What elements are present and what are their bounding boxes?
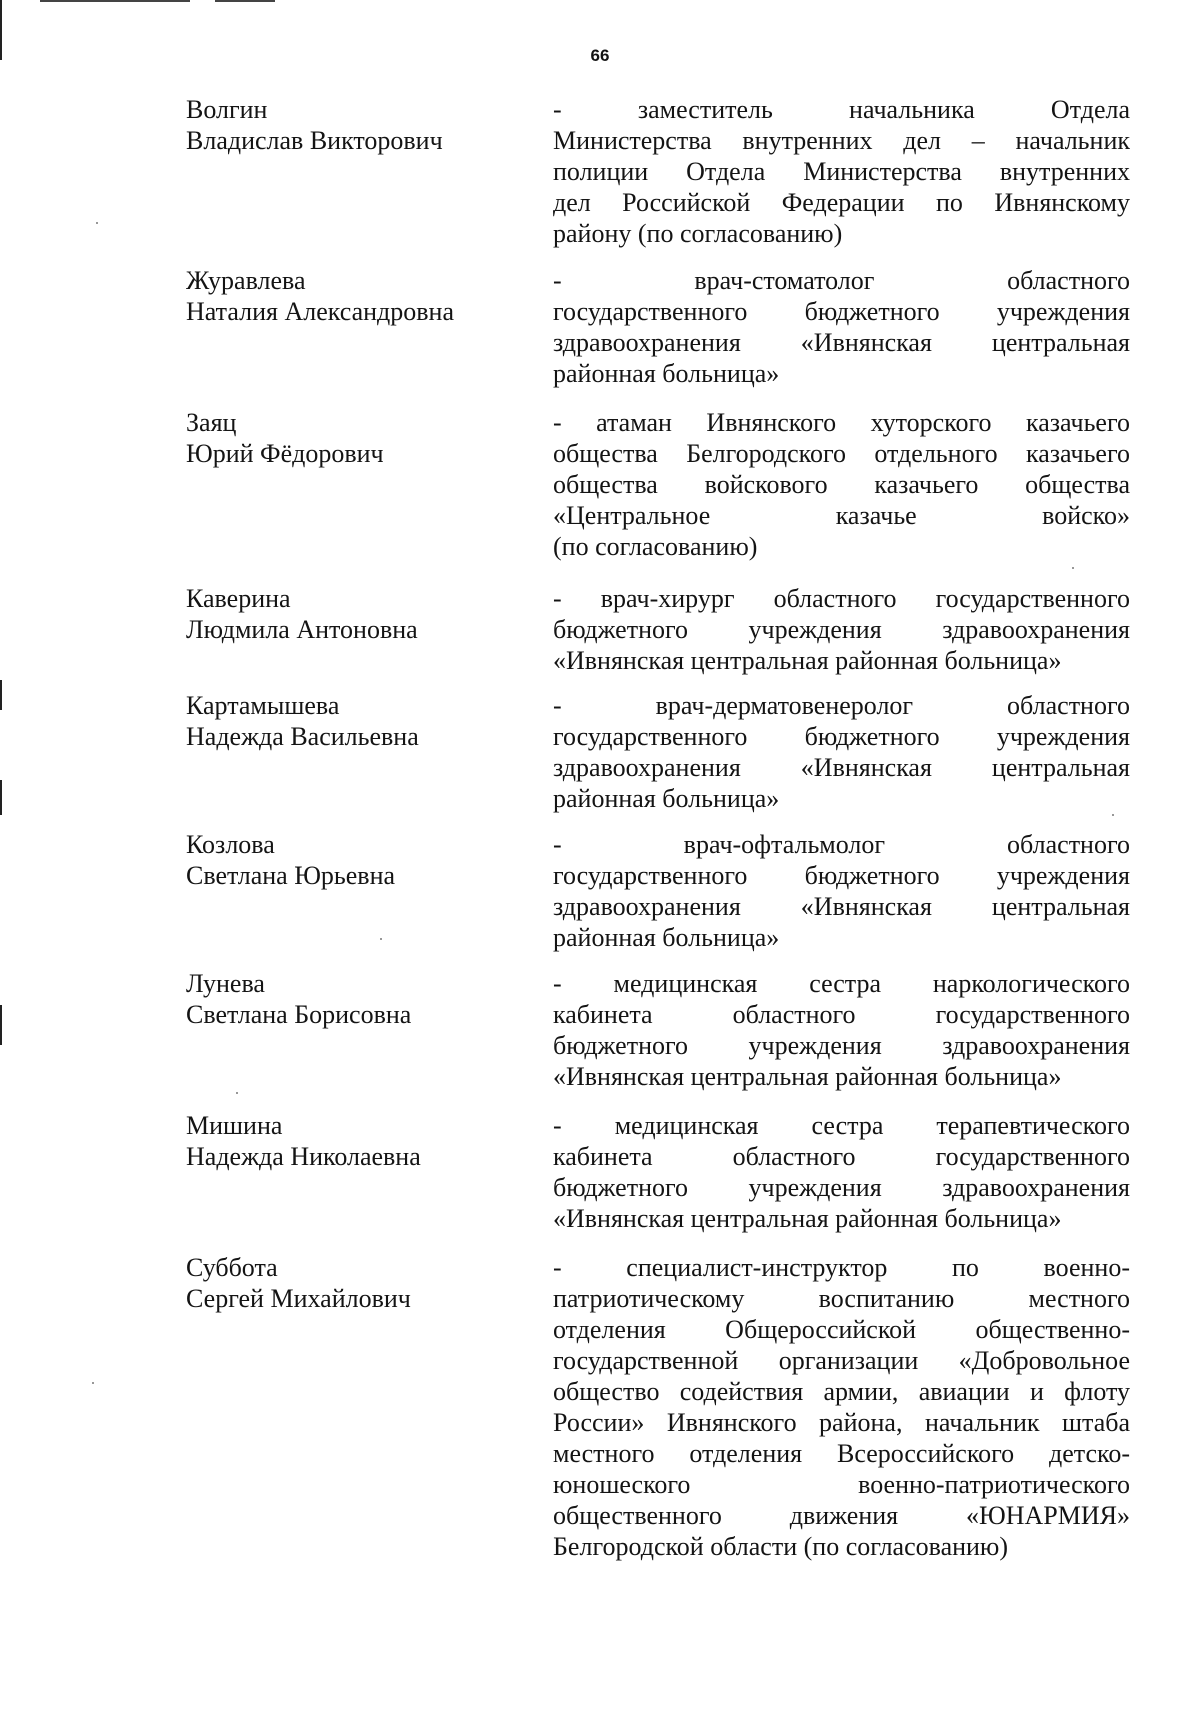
position-line: юношеского военно-патриотического xyxy=(553,1470,1130,1499)
member-name xyxy=(186,407,516,469)
position-line: бюджетного учреждения здравоохранения xyxy=(553,1173,1130,1202)
scan-speck xyxy=(1112,814,1114,816)
position-line: «Ивнянская центральная районная больница» xyxy=(553,646,1062,675)
position-line: районная больница» xyxy=(553,359,780,388)
member-name xyxy=(186,94,516,156)
member-name xyxy=(186,1252,516,1314)
position-line: «Центральное казачье войско» xyxy=(553,501,1130,530)
position-line: кабинета областного государственного xyxy=(553,1142,1130,1171)
member-given-names: Людмила Антоновна xyxy=(186,615,418,644)
member-given-names: Юрий Фёдорович xyxy=(186,439,384,468)
position-line: - медицинская сестра наркологического xyxy=(553,969,1130,998)
member-position xyxy=(553,265,1130,389)
position-line: общество содействия армии, авиации и флоту xyxy=(553,1377,1130,1406)
position-line: здравоохранения «Ивнянская центральная xyxy=(553,753,1130,782)
position-line: Белгородской области (по согласованию) xyxy=(553,1532,1009,1561)
member-position xyxy=(553,690,1130,814)
scan-speck xyxy=(92,1382,94,1384)
scan-edge-line xyxy=(215,0,275,2)
member-name xyxy=(186,968,516,1030)
member-surname: Заяц xyxy=(186,408,237,437)
position-line: общества войскового казачьего общества xyxy=(553,470,1130,499)
member-name xyxy=(186,829,516,891)
member-position xyxy=(553,407,1130,562)
position-line: здравоохранения «Ивнянская центральная xyxy=(553,328,1130,357)
scan-edge-mark xyxy=(0,1005,2,1045)
scan-edge-line xyxy=(40,0,190,2)
scan-edge-mark xyxy=(0,780,2,815)
member-name xyxy=(186,690,516,752)
position-line: общественного движения «ЮНАРМИЯ» xyxy=(553,1501,1130,1530)
position-line: полиции Отдела Министерства внутренних xyxy=(553,157,1130,186)
member-surname: Каверина xyxy=(186,584,291,613)
position-line: здравоохранения «Ивнянская центральная xyxy=(553,892,1130,921)
member-position xyxy=(553,1110,1130,1234)
member-position xyxy=(553,94,1130,249)
position-line: - врач-офтальмолог областного xyxy=(553,830,1130,859)
position-line: дел Российской Федерации по Ивнянскому xyxy=(553,188,1130,217)
member-surname: Волгин xyxy=(186,95,268,124)
position-line: кабинета областного государственного xyxy=(553,1000,1130,1029)
position-line: России» Ивнянского района, начальник штаба xyxy=(553,1408,1130,1437)
position-line: районная больница» xyxy=(553,784,780,813)
position-line: - медицинская сестра терапевтического xyxy=(553,1111,1130,1140)
member-given-names: Надежда Васильевна xyxy=(186,722,419,751)
position-line: бюджетного учреждения здравоохранения xyxy=(553,615,1130,644)
position-line: общества Белгородского отдельного казачьего xyxy=(553,439,1130,468)
member-surname: Мишина xyxy=(186,1111,283,1140)
position-line: бюджетного учреждения здравоохранения xyxy=(553,1031,1130,1060)
scan-speck xyxy=(96,222,98,224)
position-line: «Ивнянская центральная районная больница» xyxy=(553,1204,1062,1233)
member-surname: Козлова xyxy=(186,830,275,859)
member-given-names: Светлана Юрьевна xyxy=(186,861,396,890)
member-position xyxy=(553,583,1130,676)
member-surname: Картамышева xyxy=(186,691,340,720)
position-line: государственного бюджетного учреждения xyxy=(553,861,1130,890)
member-surname: Суббота xyxy=(186,1253,278,1282)
member-given-names: Сергей Михайлович xyxy=(186,1284,411,1313)
scan-edge-mark xyxy=(0,680,2,710)
member-name xyxy=(186,1110,516,1172)
position-line: отделения Общероссийской общественно- xyxy=(553,1315,1130,1344)
member-name xyxy=(186,265,516,327)
position-line: - заместитель начальника Отдела xyxy=(553,95,1130,124)
position-line: государственного бюджетного учреждения xyxy=(553,722,1130,751)
position-line: местного отделения Всероссийского детско- xyxy=(553,1439,1130,1468)
position-line: патриотическому воспитанию местного xyxy=(553,1284,1130,1313)
member-given-names: Владислав Викторович xyxy=(186,126,443,155)
position-line: Министерства внутренних дел – начальник xyxy=(553,126,1130,155)
position-line: - атаман Ивнянского хуторского казачьего xyxy=(553,408,1130,437)
scan-speck xyxy=(236,1092,238,1094)
page-number: 66 xyxy=(590,46,610,65)
position-line: государственной организации «Добровольное xyxy=(553,1346,1130,1375)
member-given-names: Светлана Борисовна xyxy=(186,1000,412,1029)
position-line: - врач-стоматолог областного xyxy=(553,266,1130,295)
position-line: государственного бюджетного учреждения xyxy=(553,297,1130,326)
position-line: - врач-хирург областного государственного xyxy=(553,584,1130,613)
member-given-names: Наталия Александровна xyxy=(186,297,454,326)
scan-speck xyxy=(1072,567,1074,569)
position-line: - специалист-инструктор по военно- xyxy=(553,1253,1130,1282)
member-given-names: Надежда Николаевна xyxy=(186,1142,421,1171)
position-line: «Ивнянская центральная районная больница» xyxy=(553,1062,1062,1091)
position-line: - врач-дерматовенеролог областного xyxy=(553,691,1130,720)
position-line: (по согласованию) xyxy=(553,532,758,561)
member-surname: Журавлева xyxy=(186,266,306,295)
position-line: району (по согласованию) xyxy=(553,219,843,248)
member-surname: Лунева xyxy=(186,969,265,998)
member-name xyxy=(186,583,516,645)
position-line: районная больница» xyxy=(553,923,780,952)
member-position xyxy=(553,968,1130,1092)
member-position xyxy=(553,829,1130,953)
scan-speck xyxy=(380,938,382,940)
member-position xyxy=(553,1252,1130,1562)
